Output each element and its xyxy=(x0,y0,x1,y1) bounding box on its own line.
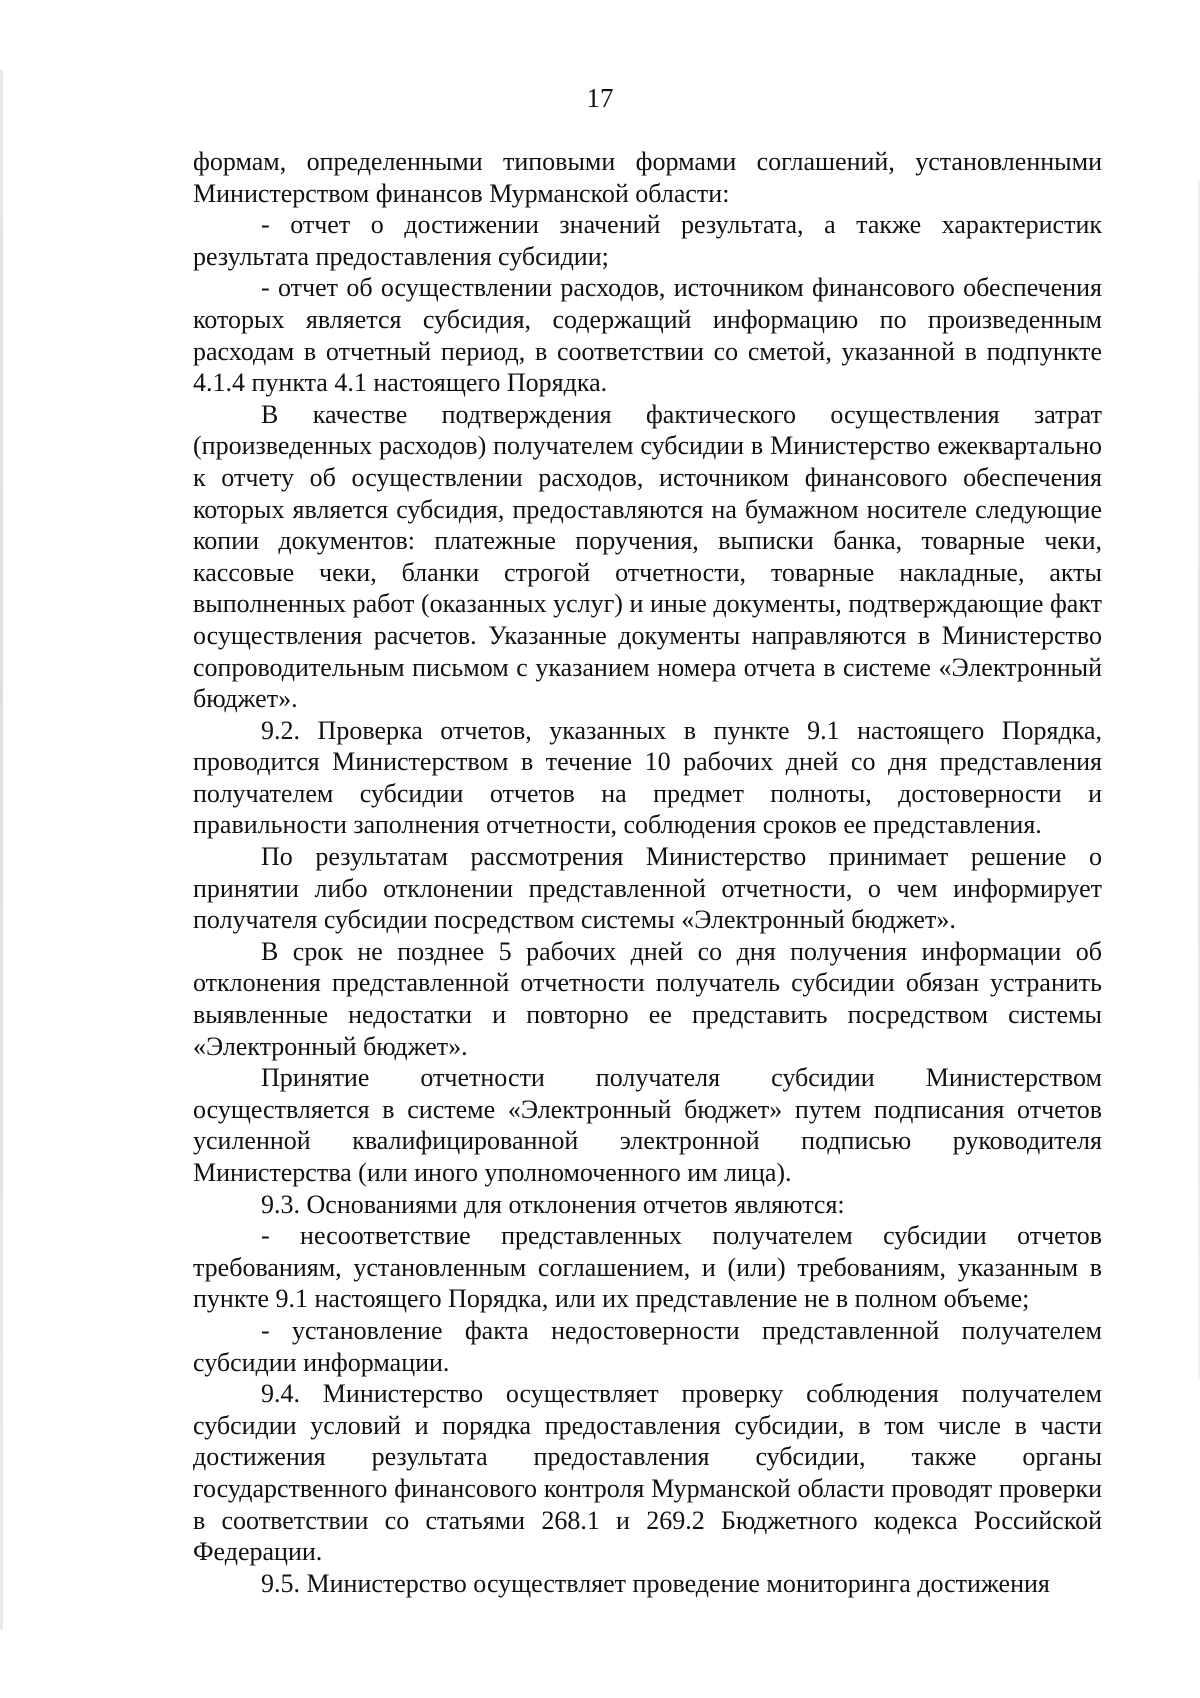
paragraph-7: В срок не позднее 5 рабочих дней со дня получения информации об отклонения представленной отчетности получатель субсидии обязан устранить выявленные недостатки и повторно ее представить посредством системы «Электронный бюджет». xyxy=(193,936,1102,1061)
scan-edge-left xyxy=(0,70,3,1630)
paragraph-4: В качестве подтверждения фактического осуществления затрат (произведенных расходов) получателем субсидии в Министерство ежеквартально к отчету об осуществлении расходов, источником финансового обеспечения которых является субсидия, предоставляются на бумажном носителе следующие копии документов: платежные поручения, выписки банка, товарные чеки, кассовые чеки, бланки строгой отчетности, товарные накладные, акты выполненных работ (оказанных услуг) и иные документы, подтверждающие факт осуществления расчетов. Указанные документы направляются в Министерство сопроводительным письмом с указанием номера отчета в системе «Электронный бюджет». xyxy=(193,399,1102,714)
paragraph-13: 9.5. Министерство осуществляет проведение мониторинга достижения xyxy=(261,1568,1050,1598)
paragraph-6: По результатам рассмотрения Министерство принимает решение о принятии либо отклонении представленной отчетности, о чем информирует получателя субсидии посредством системы «Электронный бюджет». xyxy=(193,842,1102,935)
paragraph-5: 9.2. Проверка отчетов, указанных в пункте 9.1 настоящего Порядка, проводится Министерством в течение 10 рабочих дней со дня представления получателем субсидии отчетов на предмет полноты, достоверности и правильности заполнения отчетности, соблюдения сроков ее представления. xyxy=(193,715,1102,840)
page-number: 17 xyxy=(586,83,614,113)
paragraph-8: Принятие отчетности получателя субсидии Министерством осуществляется в системе «Электронный бюджет» путем подписания отчетов усиленной квалифицированной электронной подписью руководителя Министерства (или иного уполномоченного им лица). xyxy=(193,1063,1102,1187)
paragraph-1: формам, определенными типовыми формами соглашений, установленными Министерством финансов Мурманской области: xyxy=(193,147,1102,208)
paragraph-11: - установление факта недостоверности представленной получателем субсидии информации. xyxy=(193,1315,1102,1377)
paragraph-12: 9.4. Министерство осуществляет проверку соблюдения получателем субсидии условий и порядка предоставления субсидии, в том числе в части достижения результата предоставления субсидии, также органы государственного финансового контроля Мурманской области проводят проверки в соответствии со статьями 268.1 и 269.2 Бюджетного кодекса Российской Федерации. xyxy=(193,1379,1102,1567)
paragraph-2: - отчет о достижении значений результата, а также характеристик результата предоставления субсидии; xyxy=(193,210,1102,271)
paragraph-9: 9.3. Основаниями для отклонения отчетов являются: xyxy=(261,1189,845,1219)
paragraph-3: - отчет об осуществлении расходов, источником финансового обеспечения которых является субсидия, содержащий информацию по произведенным расходам в отчетный период, в соответствии со сметой, указанной в подпункте 4.1.4 пункта 4.1 настоящего Порядка. xyxy=(193,273,1102,398)
document-body xyxy=(193,146,1102,1599)
paragraph-10: - несоответствие представленных получателем субсидии отчетов требованиям, установленным соглашением, и (или) требованиям, указанным в пункте 9.1 настоящего Порядка, или их представление не в полном объеме; xyxy=(193,1221,1102,1314)
